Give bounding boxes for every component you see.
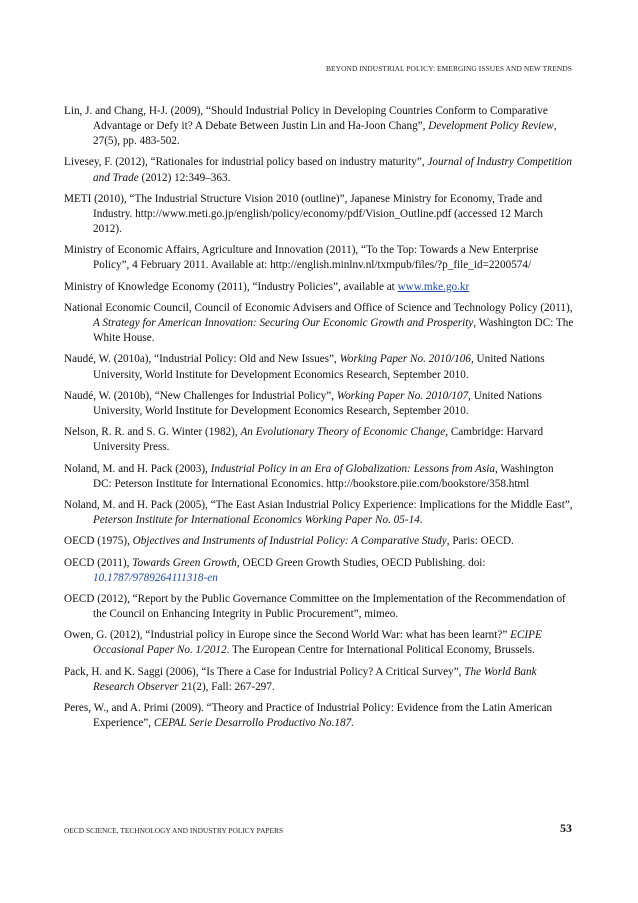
reference-text: National Economic Council, Council of Economic Advisers and Office of Science and Technology Policy (2011),: [64, 301, 573, 314]
reference-text: 21(2), Fall: 267-297.: [178, 680, 275, 693]
reference-entry: [64, 352, 574, 382]
reference-title-italic: ECIPE Occasional Paper No. 1/2012: [93, 629, 542, 657]
reference-text: (2012) 12:349–363.: [138, 171, 231, 184]
reference-text: , United Nations University, World Institute for Development Economics Research, September 2010.: [93, 389, 542, 417]
reference-text: . The European Centre for International Political Economy, Brussels.: [226, 644, 535, 657]
reference-entry: [64, 389, 574, 419]
reference-entry: [64, 534, 574, 549]
footer-series-title: OECD SCIENCE, TECHNOLOGY AND INDUSTRY POLICY PAPERS: [64, 826, 284, 835]
reference-title-italic: Peterson Institute for International Economics Working Paper No. 05-14: [93, 514, 420, 527]
reference-text: Naudé, W. (2010a), “Industrial Policy: Old and New Issues”,: [64, 353, 340, 366]
reference-text: OECD (2011),: [64, 556, 133, 569]
reference-title-italic: Industrial Policy in an Era of Globalization: Lessons from Asia,: [210, 462, 498, 475]
reference-text: Ministry of Economic Affairs, Agriculture and Innovation (2011), “To the Top: Towards a New Enterprise Policy”, 4 February 2011. Available at: http://english.minlnv.nl/txmpub/files/?p_file_id=2200574/: [64, 244, 539, 272]
reference-text: , OECD Green Growth Studies, OECD Publishing. doi:: [236, 556, 486, 569]
reference-text: , Washington DC: The White House.: [93, 317, 574, 345]
page-number: 53: [560, 821, 572, 835]
reference-text: Washington DC: Peterson Institute for International Economics. http://bookstore.piie.com/bookstore/358.html: [93, 462, 554, 490]
reference-link[interactable]: www.mke.go.kr: [397, 280, 470, 293]
reference-text: Naudé, W. (2010b), “New Challenges for Industrial Policy”,: [64, 389, 337, 402]
reference-entry: [64, 192, 574, 237]
reference-title-italic: Objectives and Instruments of Industrial Policy: A Comparative Study: [132, 535, 447, 548]
reference-entry: [64, 498, 574, 528]
reference-text: Owen, G. (2012), “Industrial policy in Europe since the Second World War: what has been learnt?”: [64, 629, 511, 642]
reference-entry: [64, 155, 574, 185]
reference-text: Noland, M. and H. Pack (2005), “The East Asian Industrial Policy Experience: Implications for the Middle East”,: [64, 498, 573, 511]
reference-text: , 27(5), pp. 483-502.: [93, 120, 557, 148]
doi-link[interactable]: 10.1787/9789264111318-en: [93, 571, 218, 584]
reference-title-italic: CEPAL Serie Desarrollo Productivo No.187.: [153, 717, 355, 730]
reference-text: Cambridge: Harvard University Press.: [93, 426, 544, 454]
reference-entry: [64, 628, 574, 658]
reference-title-italic: The World Bank Research Observer: [93, 665, 537, 693]
reference-title-italic: Towards Green Growth: [132, 556, 237, 569]
reference-list: [64, 104, 574, 737]
reference-title-italic: Development Policy Review: [428, 120, 554, 133]
reference-entry: [64, 701, 574, 731]
reference-entry: [64, 665, 574, 695]
reference-text: , Paris: OECD.: [446, 535, 514, 548]
reference-text: Pack, H. and K. Saggi (2006), “Is There a Case for Industrial Policy? A Critical Survey”,: [64, 665, 465, 678]
reference-text: Lin, J. and Chang, H-J. (2009), “Should Industrial Policy in Developing Countries Conform to Comparative Advantage or Defy it? A Debate Between Justin Lin and Ha-Joon Chang”,: [64, 105, 548, 133]
reference-entry: [64, 556, 574, 586]
reference-entry: [64, 592, 574, 622]
reference-text: OECD (2012), “Report by the Public Governance Committee on the Implementation of the Recommendation of the Council on Enhancing Integrity in Public Procurement”, mimeo.: [64, 592, 566, 621]
reference-text: Livesey, F. (2012), “Rationales for industrial policy based on industry maturity”,: [64, 156, 428, 169]
reference-text: METI (2010), “The Industrial Structure Vision 2010 (outline)”, Japanese Ministry for Economy, Trade and Industry. http://www.meti.go.jp/english/policy/economy/pdf/Vision_Outline.pdf (accessed 12 March 2012).: [64, 192, 543, 236]
reference-entry: [64, 243, 574, 273]
reference-entry: [64, 280, 574, 295]
reference-title-italic: Journal of Industry Competition and Trade: [93, 156, 572, 184]
running-header: BEYOND INDUSTRIAL POLICY: EMERGING ISSUES AND NEW TRENDS: [325, 64, 572, 73]
reference-text: Noland, M. and H. Pack (2003),: [64, 462, 211, 475]
reference-entry: [64, 462, 574, 492]
reference-title-italic: Working Paper No. 2010/106: [339, 353, 471, 366]
reference-title-italic: An Evolutionary Theory of Economic Change,: [240, 426, 449, 439]
reference-text: Nelson, R. R. and S. G. Winter (1982),: [64, 426, 241, 439]
reference-entry: [64, 104, 574, 149]
reference-text: Peres, W., and A. Primi (2009). “Theory and Practice of Industrial Policy: Evidence from the Latin American Experience”,: [64, 702, 553, 730]
reference-text: .: [419, 514, 423, 527]
reference-text: OECD (1975),: [64, 535, 133, 548]
reference-entry: [64, 425, 574, 455]
reference-title-italic: Working Paper No. 2010/107: [336, 389, 469, 402]
reference-entry: [64, 301, 574, 346]
reference-text: Ministry of Knowledge Economy (2011), “Industry Policies”, available at: [64, 280, 398, 293]
reference-text: , United Nations University, World Institute for Development Economics Research, September 2010.: [93, 353, 545, 381]
reference-title-italic: A Strategy for American Innovation: Securing Our Economic Growth and Prosperity: [93, 317, 474, 330]
